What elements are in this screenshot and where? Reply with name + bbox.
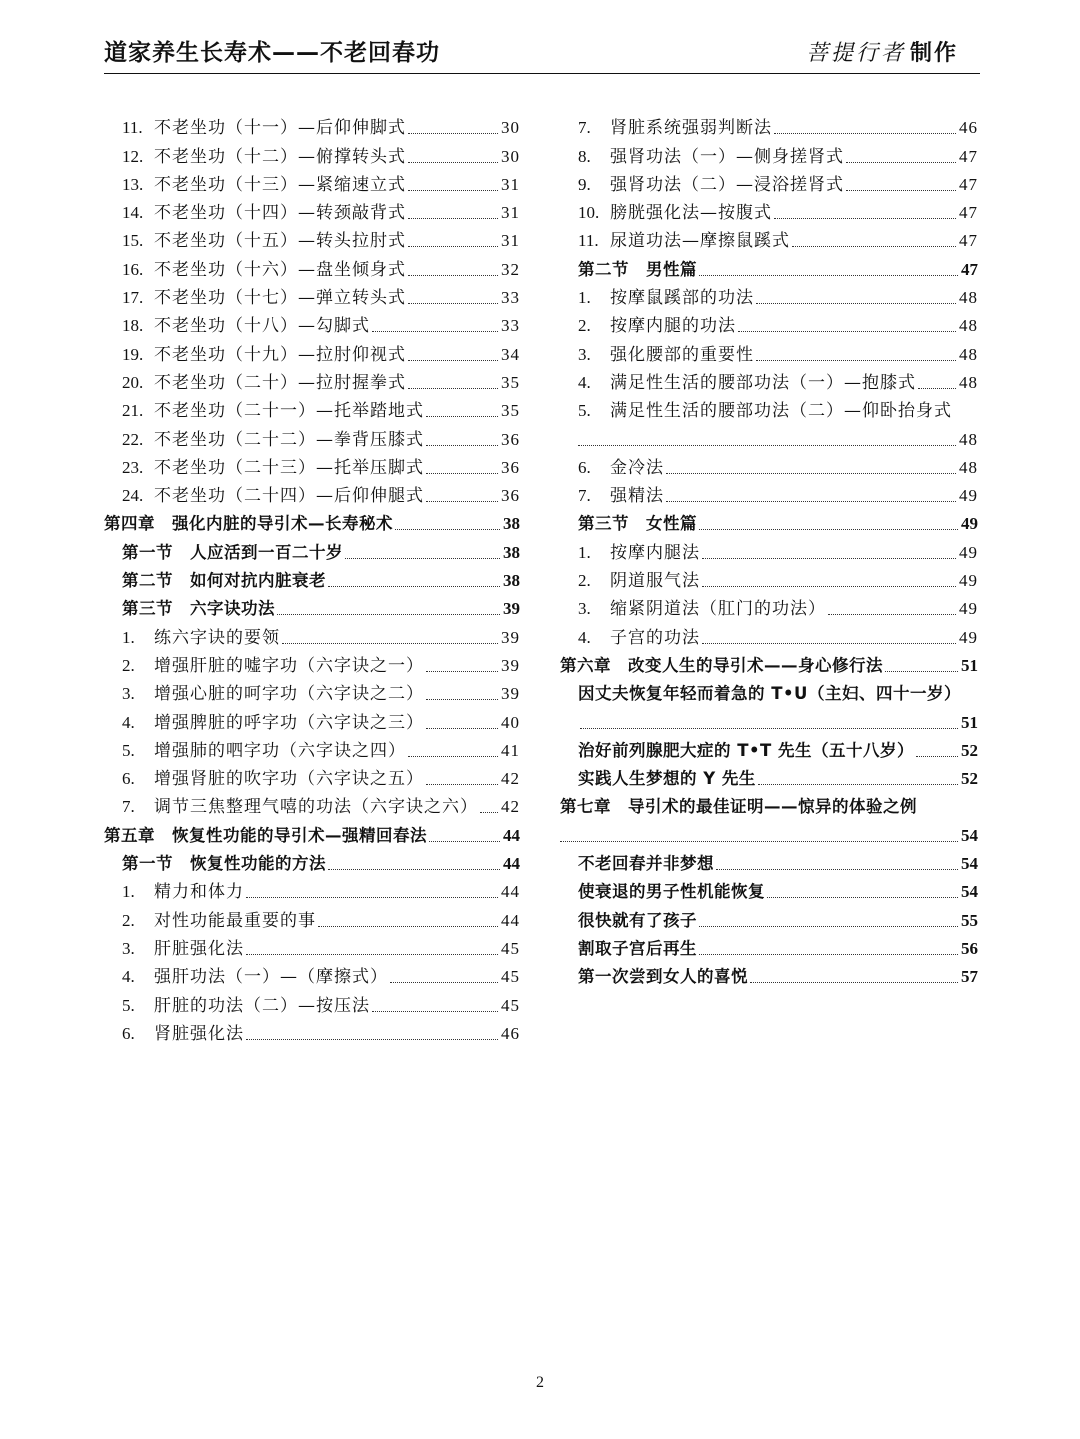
dot-leader [916,756,958,757]
entry-number: 23. [122,457,144,477]
toc-entry[interactable] [104,168,520,196]
entry-number: 2. [122,655,135,675]
entry-number: 15. [122,231,144,251]
entry-page: 49 [959,571,978,591]
entry-number: 6. [122,1023,135,1043]
entry-title: 满足性生活的腰部功法（二）—仰卧抬身式 [610,401,952,422]
entry-page: 54 [961,825,978,845]
dot-leader [480,812,498,813]
toc-entry[interactable] [104,224,520,252]
entry-number: 2. [578,571,591,591]
entry-title: 满足性生活的腰部功法（一）—抱膝式 [610,372,916,393]
dot-leader [328,869,500,870]
toc-entry[interactable] [104,507,520,535]
entry-title: 精力和体力 [154,882,244,903]
toc-entry[interactable] [560,337,978,365]
entry-title: 不老坐功（十二）—俯撑转头式 [154,146,406,167]
toc-entry[interactable] [560,168,978,196]
entry-number: 21. [122,401,144,421]
entry-title: 第三节 六字诀功法 [122,599,275,619]
dot-leader [756,360,956,361]
dot-leader [408,133,498,134]
entry-title: 肝脏强化法 [154,938,244,959]
entry-number: 3. [122,938,135,958]
entry-title: 肝脏的功法（二）—按压法 [154,995,370,1016]
entry-title: 实践人生梦想的 Y 先生 [578,769,756,789]
dot-leader [345,558,500,559]
author-name: 菩提行者 [805,41,906,66]
entry-title: 膀胱强化法—按腹式 [610,203,772,224]
entry-page: 31 [501,203,520,223]
entry-page: 41 [501,740,520,760]
entry-page: 36 [501,486,520,506]
entry-page: 39 [503,599,520,619]
dot-leader [426,445,498,446]
dot-leader [426,671,498,672]
entry-title: 割取子宫后再生 [578,938,697,958]
entry-title: 练六字诀的要领 [154,627,280,648]
toc-entry[interactable] [560,903,978,931]
dot-leader [750,982,958,983]
toc-entry[interactable] [560,932,978,960]
toc-entry[interactable] [560,875,978,903]
toc-entry[interactable] [560,592,978,620]
entry-title: 因丈夫恢复年轻而着急的 T•U（主妇、四十一岁） [578,684,961,704]
entry-title: 不老坐功（十八）—勾脚式 [154,316,370,337]
page-number: 2 [536,1374,544,1391]
entry-number: 2. [578,316,591,336]
dot-leader [716,869,958,870]
dot-leader [408,756,498,757]
dot-leader [408,246,498,247]
entry-number: 4. [578,372,591,392]
toc-entry-continued [560,705,978,733]
entry-number: 7. [122,797,135,817]
entry-page: 40 [501,712,520,732]
toc-entry[interactable] [104,309,520,337]
entry-title: 肾脏系统强弱判断法 [610,118,772,139]
dot-leader [408,388,498,389]
entry-page: 48 [959,316,978,336]
entry-page: 30 [501,146,520,166]
entry-page: 47 [961,259,978,279]
dot-leader [702,643,956,644]
entry-title: 第一节 恢复性功能的方法 [122,854,326,874]
entry-number: 1. [122,882,135,902]
entry-title: 增强肝脏的嘘字功（六字诀之一） [154,655,424,676]
dot-leader [699,529,958,530]
entry-page: 48 [959,457,978,477]
entry-title: 第二节 如何对抗内脏衰老 [122,571,326,591]
toc-entry[interactable] [560,252,978,280]
entry-title: 增强脾脏的呼字功（六字诀之三） [154,712,424,733]
toc-right-column [560,111,978,988]
entry-number: 1. [578,542,591,562]
entry-title: 不老坐功（二十一）—托举踏地式 [154,401,424,422]
entry-number: 11. [578,231,599,251]
entry-page: 45 [501,938,520,958]
entry-page: 44 [503,825,520,845]
toc-entry[interactable] [104,592,520,620]
entry-page: 39 [501,655,520,675]
toc-entry[interactable] [560,847,978,875]
toc-entry[interactable] [104,535,520,563]
toc-entry[interactable] [104,875,520,903]
entry-page: 36 [501,457,520,477]
toc-entry[interactable] [560,960,978,988]
entry-page: 38 [503,514,520,534]
entry-page: 39 [501,684,520,704]
entry-title: 尿道功法—摩擦鼠蹊式 [610,231,790,252]
entry-page: 35 [501,372,520,392]
entry-number: 9. [578,174,591,194]
entry-number: 1. [578,288,591,308]
toc-entry[interactable] [560,734,978,762]
entry-page: 33 [501,288,520,308]
entry-page: 31 [501,174,520,194]
toc-entry[interactable] [104,451,520,479]
toc-entry[interactable] [560,451,978,479]
toc-entry[interactable] [560,507,978,535]
toc-entry[interactable] [104,762,520,790]
entry-title: 第三节 女性篇 [578,514,697,534]
dot-leader [774,218,956,219]
dot-leader [426,501,498,502]
toc-entry[interactable] [560,309,978,337]
entry-page: 47 [959,146,978,166]
dot-leader [699,275,958,276]
entry-number: 8. [578,146,591,166]
entry-title: 不老坐功（十一）—后仰伸脚式 [154,118,406,139]
entry-title: 子宫的功法 [610,627,700,648]
dot-leader [578,445,956,446]
toc-entry[interactable] [560,394,978,422]
entry-number: 3. [578,344,591,364]
toc-entry[interactable] [560,564,978,592]
dot-leader [408,360,498,361]
entry-number: 17. [122,288,144,308]
entry-title: 第二节 男性篇 [578,259,697,279]
toc-entry[interactable] [104,366,520,394]
toc-entry[interactable] [560,196,978,224]
toc-entry[interactable] [104,734,520,762]
entry-title: 对性功能最重要的事 [154,910,316,931]
entry-number: 6. [578,457,591,477]
toc-entry[interactable] [104,111,520,139]
dot-leader [429,841,500,842]
entry-title: 不老坐功（十三）—紧缩速立式 [154,174,406,195]
toc-entry[interactable] [104,422,520,450]
entry-page: 54 [961,854,978,874]
toc-entry[interactable] [560,139,978,167]
dot-leader [395,529,500,530]
entry-page: 31 [501,231,520,251]
toc-entry[interactable] [104,337,520,365]
entry-number: 5. [578,401,591,421]
toc-entry[interactable] [104,281,520,309]
entry-title: 缩紧阴道法（肛门的功法） [610,599,826,620]
entry-page: 57 [961,967,978,987]
entry-page: 52 [961,740,978,760]
entry-page: 49 [961,514,978,534]
entry-number: 24. [122,486,144,506]
book-title: 道家养生长寿术——不老回春功 [104,40,440,66]
entry-title: 不老坐功（十六）—盘坐倾身式 [154,259,406,280]
entry-number: 22. [122,429,144,449]
entry-title: 使衰退的男子性机能恢复 [578,882,765,902]
entry-page: 49 [959,599,978,619]
entry-title: 不老坐功（十五）—转头拉肘式 [154,231,406,252]
dot-leader [408,275,498,276]
entry-page: 33 [501,316,520,336]
entry-number: 12. [122,146,144,166]
entry-title: 增强心脏的呵字功（六字诀之二） [154,684,424,705]
entry-page: 52 [961,769,978,789]
entry-page: 51 [961,655,978,675]
dot-leader [372,1011,498,1012]
entry-page: 44 [501,910,520,930]
entry-page: 47 [959,203,978,223]
entry-number: 3. [122,684,135,704]
entry-title: 不老坐功（十七）—弹立转头式 [154,288,406,309]
entry-title: 第四章 强化内脏的导引术—长寿秘术 [104,514,393,534]
entry-number: 4. [122,967,135,987]
entry-title: 强肾功法（一）—侧身搓肾式 [610,146,844,167]
entry-page: 55 [961,910,978,930]
dot-leader [699,954,958,955]
dot-leader [246,954,498,955]
entry-number: 1. [122,627,135,647]
toc-entry[interactable] [560,111,978,139]
entry-title: 第七章 导引术的最佳证明——惊异的体验之例 [560,797,917,817]
entry-title: 不老坐功（十四）—转颈敲背式 [154,203,406,224]
entry-number: 19. [122,344,144,364]
dot-leader [767,897,958,898]
dot-leader [756,303,956,304]
dot-leader [408,218,498,219]
entry-title: 阴道服气法 [610,571,700,592]
toc-entry[interactable] [104,847,520,875]
dot-leader [426,416,498,417]
entry-page: 38 [503,571,520,591]
toc-entry[interactable] [104,620,520,648]
dot-leader [426,784,498,785]
entry-title: 不老回春并非梦想 [578,854,714,874]
toc-entry[interactable] [104,988,520,1016]
entry-page: 49 [959,486,978,506]
dot-leader [702,586,956,587]
entry-page: 48 [959,344,978,364]
entry-title: 强肝功法（一）—（摩擦式） [154,967,388,988]
entry-number: 5. [122,740,135,760]
dot-leader [846,162,956,163]
dot-leader [390,982,498,983]
entry-title: 调节三焦整理气嘻的功法（六字诀之六） [154,797,478,818]
entry-page: 42 [501,769,520,789]
dot-leader [885,671,958,672]
entry-number: 7. [578,118,591,138]
entry-title: 增强肾脏的吹字功（六字诀之五） [154,769,424,790]
entry-title: 很快就有了孩子 [578,910,697,930]
dot-leader [318,926,498,927]
entry-title: 增强肺的呬字功（六字诀之四） [154,740,406,761]
dot-leader [426,699,498,700]
dot-leader [246,897,498,898]
dot-leader [580,728,958,729]
toc-entry[interactable] [104,139,520,167]
entry-title: 不老坐功（二十二）—拳背压膝式 [154,429,424,450]
dot-leader [828,614,956,615]
entry-page: 48 [959,429,978,449]
entry-number: 4. [122,712,135,732]
entry-page: 46 [501,1023,520,1043]
entry-page: 38 [503,542,520,562]
entry-number: 4. [578,627,591,647]
toc-entry[interactable] [560,479,978,507]
entry-title: 不老坐功（二十）—拉肘握拳式 [154,372,406,393]
entry-page: 35 [501,401,520,421]
entry-page: 47 [959,174,978,194]
entry-page: 42 [501,797,520,817]
toc-entry-continued [560,818,978,846]
dot-leader [792,246,956,247]
entry-title: 第五章 恢复性功能的导引术—强精回春法 [104,825,427,845]
dot-leader [666,473,956,474]
entry-number: 3. [578,599,591,619]
entry-number: 6. [122,769,135,789]
entry-title: 治好前列腺肥大症的 T•T 先生（五十八岁） [578,740,915,760]
dot-leader [426,728,498,729]
entry-title: 肾脏强化法 [154,1023,244,1044]
entry-title: 金冷法 [610,457,664,478]
entry-title: 强精法 [610,486,664,507]
entry-title: 强化腰部的重要性 [610,344,754,365]
entry-title: 第一次尝到女人的喜悦 [578,967,748,987]
toc-entry[interactable] [560,677,978,705]
page-header [104,34,980,74]
toc-entry[interactable] [560,224,978,252]
entry-number: 13. [122,174,144,194]
toc-entry[interactable] [560,620,978,648]
entry-number: 14. [122,203,144,223]
toc-entry[interactable] [560,790,978,818]
entry-title: 按摩鼠蹊部的功法 [610,288,754,309]
toc-entry[interactable] [104,818,520,846]
entry-page: 56 [961,938,978,958]
toc-entry[interactable] [104,196,520,224]
toc-entry[interactable] [560,281,978,309]
entry-number: 5. [122,995,135,1015]
dot-leader [282,643,498,644]
dot-leader [699,926,958,927]
dot-leader [277,614,500,615]
entry-number: 7. [578,486,591,506]
dot-leader [846,190,956,191]
toc-entry-continued [560,422,978,450]
entry-page: 49 [959,627,978,647]
entry-number: 11. [122,118,143,138]
dot-leader [560,841,958,842]
entry-page: 32 [501,259,520,279]
entry-number: 2. [122,910,135,930]
toc-entry[interactable] [104,479,520,507]
entry-page: 44 [503,854,520,874]
entry-page: 48 [959,372,978,392]
entry-title: 按摩内腿的功法 [610,316,736,337]
entry-title: 第一节 人应活到一百二十岁 [122,542,343,562]
entry-title: 不老坐功（十九）—拉肘仰视式 [154,344,406,365]
toc-entry[interactable] [104,790,520,818]
entry-title: 不老坐功（二十三）—托举压脚式 [154,457,424,478]
entry-number: 16. [122,259,144,279]
toc-entry[interactable] [104,252,520,280]
toc-entry[interactable] [104,903,520,931]
entry-title: 不老坐功（二十四）—后仰伸腿式 [154,486,424,507]
dot-leader [426,473,498,474]
entry-page: 54 [961,882,978,902]
dot-leader [918,388,956,389]
entry-page: 45 [501,967,520,987]
dot-leader [408,303,498,304]
toc-entry[interactable] [560,762,978,790]
toc-entry[interactable] [104,677,520,705]
dot-leader [774,133,956,134]
entry-page: 39 [501,627,520,647]
entry-number: 20. [122,372,144,392]
toc-entry[interactable] [104,705,520,733]
dot-leader [408,190,498,191]
entry-title: 强肾功法（二）—浸浴搓肾式 [610,174,844,195]
entry-page: 49 [959,542,978,562]
dot-leader [408,162,498,163]
entry-page: 51 [961,712,978,732]
entry-page: 48 [959,288,978,308]
entry-title: 第六章 改变人生的导引术——身心修行法 [560,655,883,675]
dot-leader [758,784,958,785]
dot-leader [246,1039,498,1040]
entry-page: 34 [501,344,520,364]
entry-page: 45 [501,995,520,1015]
author-label: 制作 [910,41,959,66]
toc-entry[interactable] [104,564,520,592]
toc-entry[interactable] [560,649,978,677]
entry-page: 47 [959,231,978,251]
toc-entry[interactable] [560,535,978,563]
toc-entry[interactable] [104,649,520,677]
toc-left-column [104,111,520,1045]
entry-page: 44 [501,882,520,902]
dot-leader [738,331,956,332]
dot-leader [328,586,500,587]
entry-page: 46 [959,118,978,138]
entry-number: 10. [578,203,600,223]
toc-entry[interactable] [104,1017,520,1045]
toc-entry[interactable] [104,932,520,960]
dot-leader [702,558,956,559]
entry-number: 18. [122,316,144,336]
header-divider [104,73,980,74]
toc-entry[interactable] [560,366,978,394]
toc-entry[interactable] [104,394,520,422]
entry-page: 36 [501,429,520,449]
entry-page: 30 [501,118,520,138]
dot-leader [372,331,498,332]
toc-entry[interactable] [104,960,520,988]
dot-leader [666,501,956,502]
entry-title: 按摩内腿法 [610,542,700,563]
